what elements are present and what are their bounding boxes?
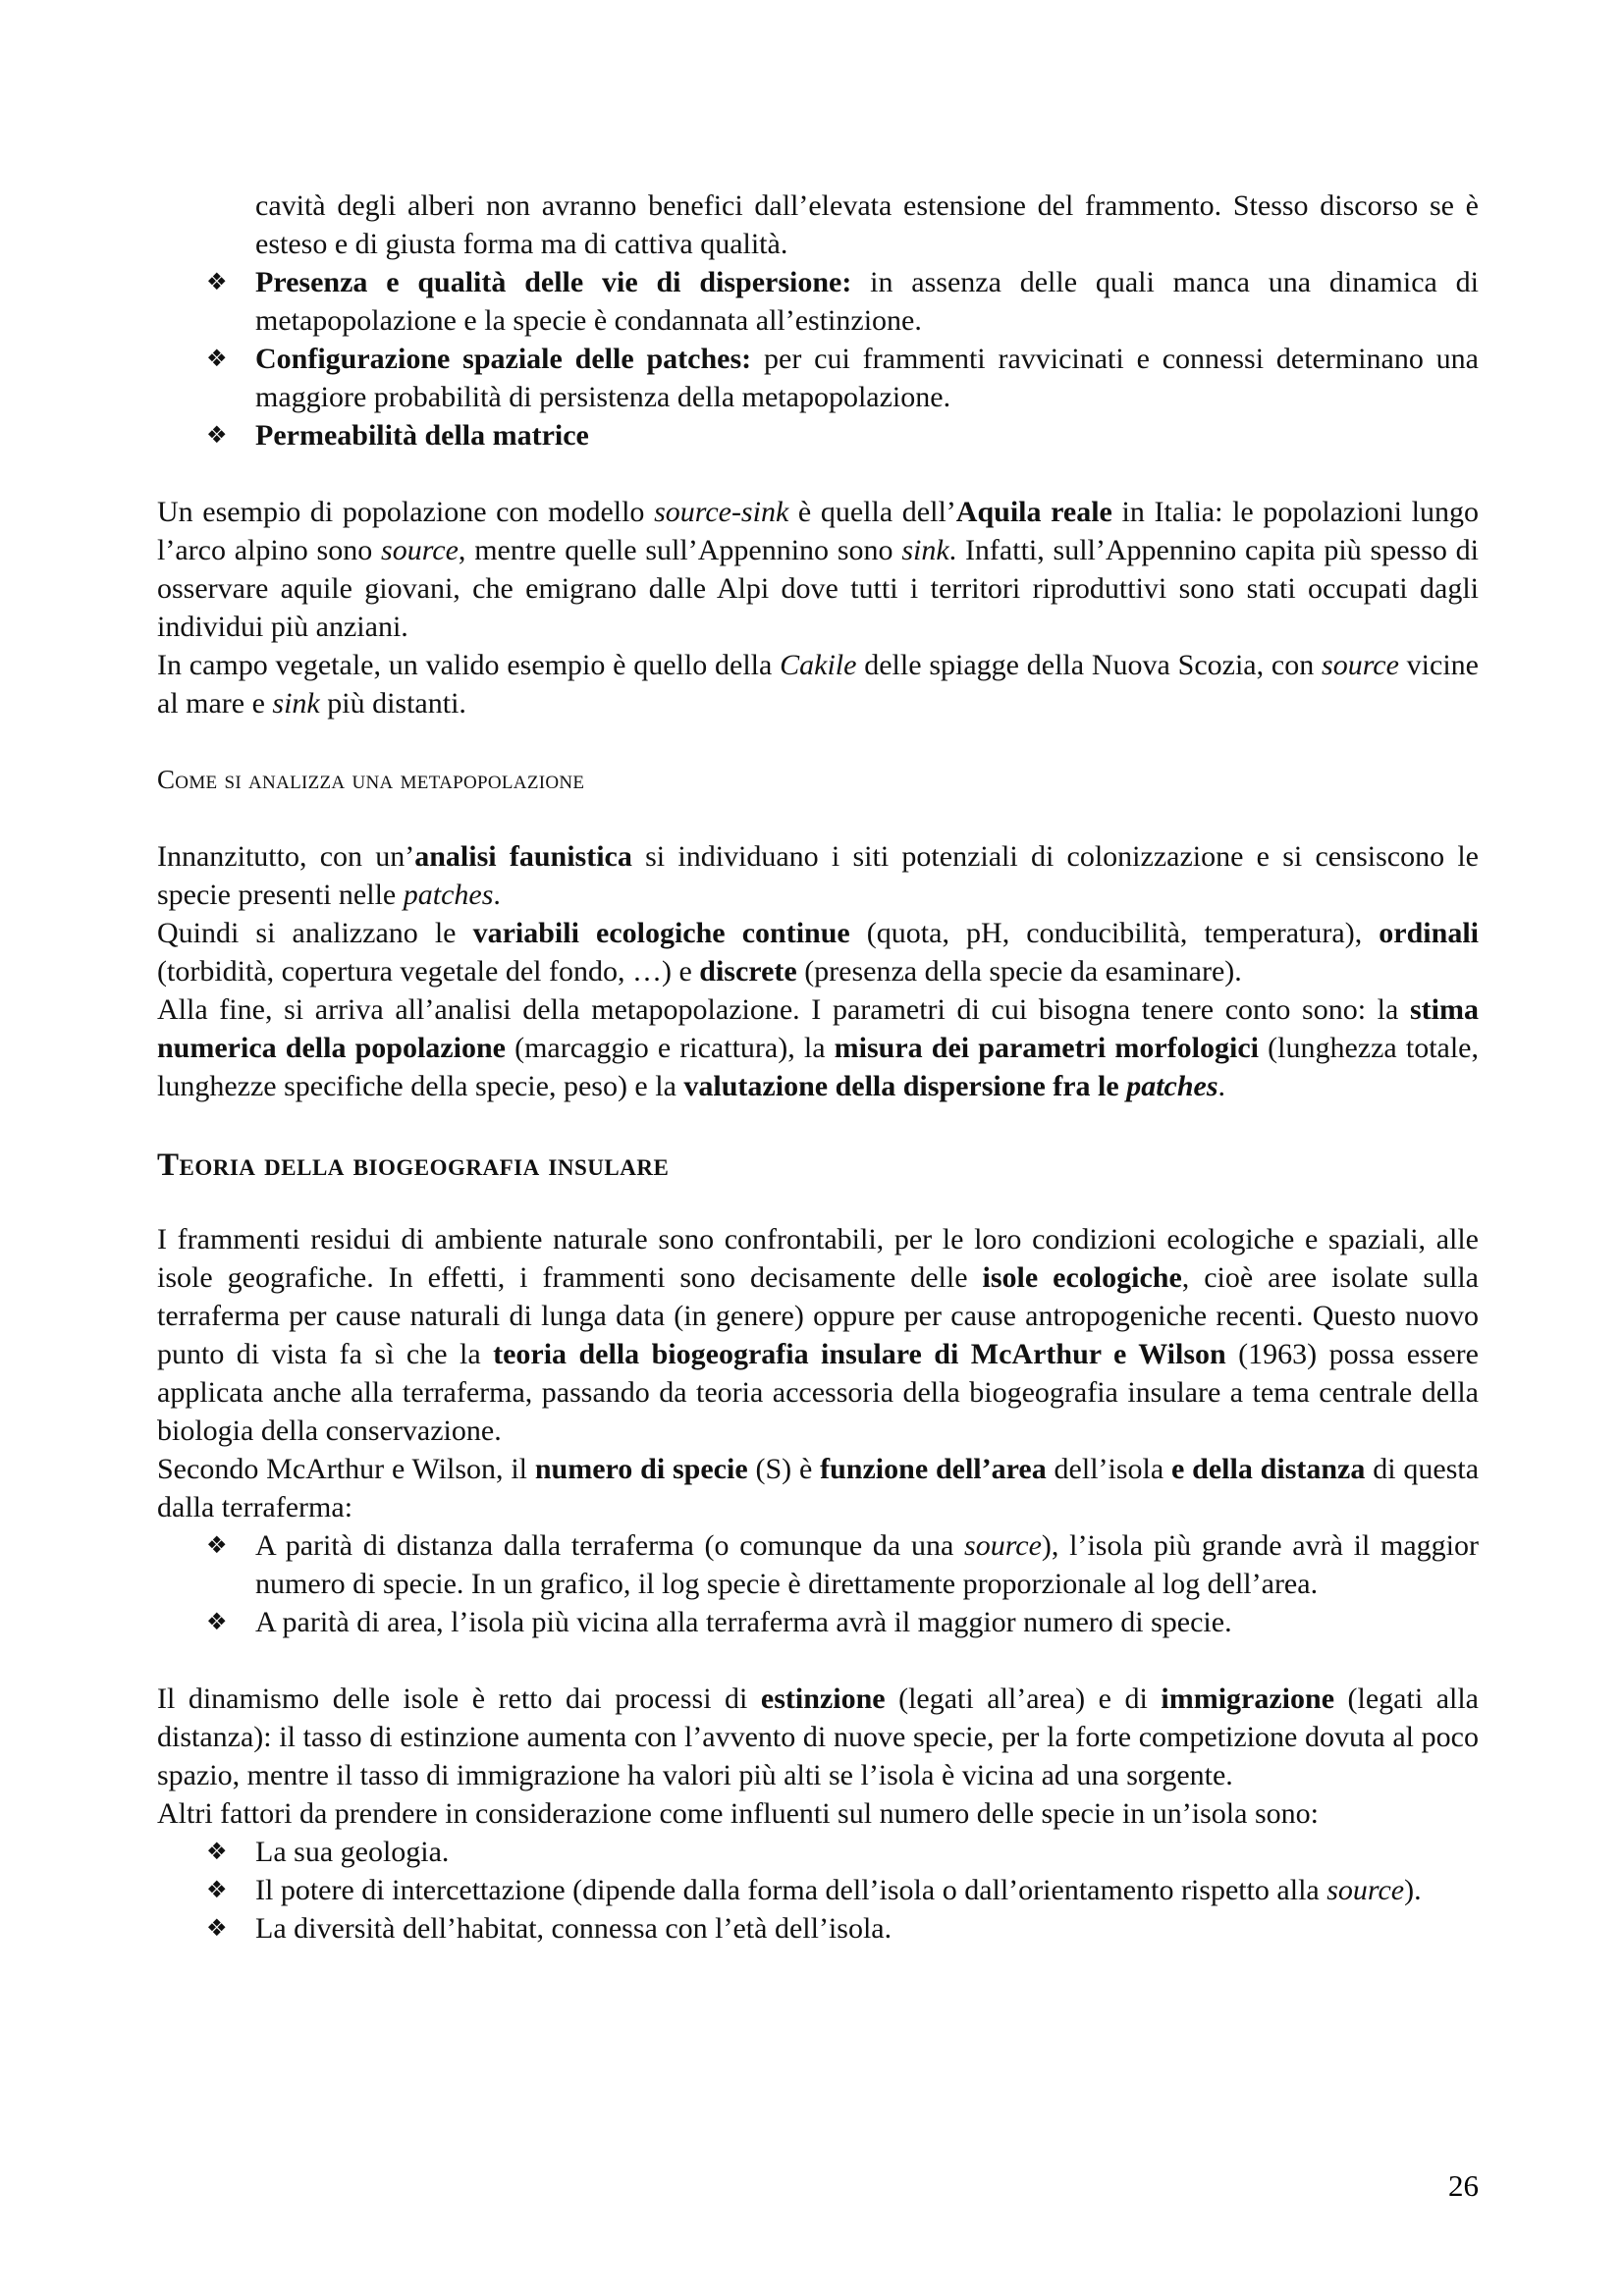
intro-continuation: cavità degli alberi non avranno benefici dall’elevata estensione del frammento. Stesso discorso se è esteso e di giusta forma ma di cattiva qualità. <box>255 189 1479 260</box>
paragraph-teoria-2: Secondo McArthur e Wilson, il numero di specie (S) è funzione dell’area dell’isola e della distanza di questa dalla terraferma: <box>157 1453 1480 1523</box>
paragraph-analisi-1: Innanzitutto, con un’analisi faunistica si individuano i siti potenziali di colonizzazione e si censiscono le specie presenti nelle patches. <box>157 840 1479 911</box>
other-factors-list <box>157 1833 1479 1948</box>
area-distance-list <box>157 1526 1479 1641</box>
paragraph-teoria-1: I frammenti residui di ambiente naturale sono confrontabili, per le loro condizioni ecologiche e spaziali, alle isole geografiche. In effetti, i frammenti sono decisamente delle isole ecologiche, cioè aree isolate sulla terraferma per cause naturali di lunga data (in genere) oppure per cause antropogeniche recenti. Questo nuovo punto di vista fa sì che la teoria della biogeografia insulare di McArthur e Wilson (1963) possa essere applicata anche alla terraferma, passando da teoria accessoria della biogeografia insulare a tema centrale della biologia della conservazione. <box>157 1223 1480 1447</box>
paragraph-cakile: In campo vegetale, un valido esempio è quello della Cakile delle spiagge della Nuova Scozia, con source vicine al mare e sink più distanti. <box>157 649 1479 720</box>
dispersion-factors-list <box>157 263 1479 454</box>
section-heading-metapopolazione: Come si analizza una metapopolazione <box>157 765 585 794</box>
diamond-bullet-icon: ❖ <box>206 345 228 372</box>
list-item: ❖ Il potere di intercettazione (dipende dalla forma dell’isola o dall’orientamento rispetto alla source). <box>157 1871 1479 1909</box>
list-item: ❖ A parità di area, l’isola più vicina alla terraferma avrà il maggior numero di specie. <box>157 1603 1479 1641</box>
diamond-bullet-icon: ❖ <box>206 421 228 449</box>
section-heading-biogeografia: Teoria della biogeografia insulare <box>157 1148 670 1183</box>
paragraph-source-sink: Un esempio di popolazione con modello source-sink è quella dell’Aquila reale in Italia: le popolazioni lungo l’arco alpino sono source, mentre quelle sull’Appennino sono sink. Infatti, sull’Appennino capita più spesso di osservare aquile giovani, che emigrano dalle Alpi dove tutti i territori riproduttivi sono stati occupati dagli individui più anziani. <box>157 496 1480 643</box>
list-item: ❖ Permeabilità della matrice <box>157 416 1479 454</box>
diamond-bullet-icon: ❖ <box>206 1876 228 1903</box>
paragraph-dinamismo: Il dinamismo delle isole è retto dai processi di estinzione (legati all’area) e di immigrazione (legati alla distanza): il tasso di estinzione aumenta con l’avvento di nuove specie, per la forte competizione dovuta al poco spazio, mentre il tasso di immigrazione ha valori più alti se l’isola è vicina ad una sorgente. <box>157 1682 1479 1791</box>
paragraph-analisi-3: Alla fine, si arriva all’analisi della metapopolazione. I parametri di cui bisogna tenere conto sono: la stima numerica della popolazione (marcaggio e ricattura), la misura dei parametri morfologici (lunghezza totale, lunghezze specifiche della specie, peso) e la valutazione della dispersione fra le patches. <box>157 993 1479 1102</box>
list-item: ❖ La diversità dell’habitat, connessa con l’età dell’isola. <box>157 1909 1479 1948</box>
list-item: ❖ La sua geologia. <box>157 1833 1479 1871</box>
diamond-bullet-icon: ❖ <box>206 1608 228 1635</box>
diamond-bullet-icon: ❖ <box>206 1531 228 1559</box>
document-page <box>157 187 1479 1948</box>
list-item: ❖ A parità di distanza dalla terraferma (o comunque da una source), l’isola più grande avrà il maggior numero di specie. In un grafico, il log specie è direttamente proporzionale al log dell’area. <box>157 1526 1479 1603</box>
list-item: ❖ Configurazione spaziale delle patches: per cui frammenti ravvicinati e connessi determinano una maggiore probabilità di persistenza della metapopolazione. <box>157 340 1479 416</box>
list-item: ❖ Presenza e qualità delle vie di dispersione: in assenza delle quali manca una dinamica di metapopolazione e la specie è condannata all’estinzione. <box>157 263 1479 340</box>
diamond-bullet-icon: ❖ <box>206 1838 228 1865</box>
paragraph-analisi-2: Quindi si analizzano le variabili ecologiche continue (quota, pH, conducibilità, temperatura), ordinali (torbidità, copertura vegetale del fondo, …) e discrete (presenza della specie da esaminare). <box>157 917 1479 988</box>
diamond-bullet-icon: ❖ <box>206 1914 228 1942</box>
diamond-bullet-icon: ❖ <box>206 268 228 295</box>
paragraph-altri-fattori: Altri fattori da prendere in considerazione come influenti sul numero delle specie in un’isola sono: <box>157 1797 1319 1830</box>
page-number: 26 <box>1448 2168 1479 2203</box>
